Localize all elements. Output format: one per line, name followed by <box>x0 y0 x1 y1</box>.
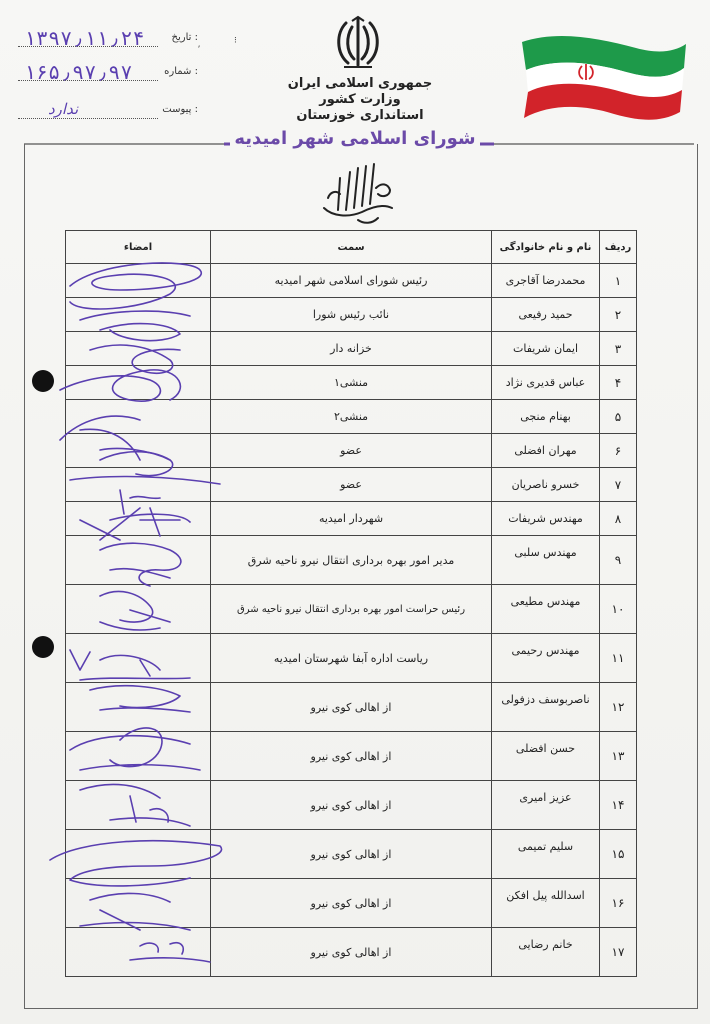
row-no: ۱۱ <box>600 634 637 683</box>
row-signature-cell <box>66 585 211 634</box>
row-name-cell <box>492 536 600 585</box>
number-label: شماره : <box>164 66 198 77</box>
row-no: ۱۶ <box>600 879 637 928</box>
table-row <box>66 536 637 585</box>
row-signature-cell <box>66 298 211 332</box>
row-signature-cell <box>66 468 211 502</box>
table-row <box>66 879 637 928</box>
row-name: حمید رفیعی <box>492 298 600 332</box>
row-role: خزانه دار <box>211 332 492 366</box>
org-line-province: استانداری خوزستان <box>296 108 424 123</box>
row-signature-cell <box>66 879 211 928</box>
row-no: ۱۵ <box>600 830 637 879</box>
punch-hole <box>32 370 54 392</box>
council-title: شورای اسلامی شهر امیدیه <box>230 128 480 149</box>
row-signature-cell <box>66 536 211 585</box>
row-no: ۶ <box>600 434 637 468</box>
row-name: محمدرضا آقاجری <box>492 264 600 298</box>
basmala-calligraphy <box>318 158 398 230</box>
row-name: ایمان شریفات <box>492 332 600 366</box>
table-row <box>66 830 637 879</box>
table-row <box>66 332 637 366</box>
table-row <box>66 634 637 683</box>
attachment-field <box>18 98 208 122</box>
header-role: سمت <box>211 231 492 264</box>
attachment-value: ندارد <box>48 100 79 118</box>
row-name: مهندس مطیعی <box>510 595 581 608</box>
row-no: ۱۳ <box>600 732 637 781</box>
row-no: ۹ <box>600 536 637 585</box>
row-role: عضو <box>211 434 492 468</box>
row-role: از اهالی کوی نیرو <box>211 781 492 830</box>
number-dots <box>18 80 158 81</box>
row-no: ۷ <box>600 468 637 502</box>
row-name-cell <box>492 781 600 830</box>
row-role: از اهالی کوی نیرو <box>211 830 492 879</box>
row-name-cell <box>492 732 600 781</box>
header-signature: امضاء <box>66 231 211 264</box>
row-name: مهندس رحیمی <box>511 644 580 657</box>
row-signature-cell <box>66 366 211 400</box>
row-signature-cell <box>66 928 211 977</box>
row-signature-cell <box>66 732 211 781</box>
table-row <box>66 400 637 434</box>
row-no: ۱۴ <box>600 781 637 830</box>
row-name: بهنام منجی <box>492 400 600 434</box>
header-name: نام و نام خانوادگی <box>492 231 600 264</box>
row-role: عضو <box>211 468 492 502</box>
header-no: ردیف <box>600 231 637 264</box>
date-dots <box>18 46 158 47</box>
table-row <box>66 468 637 502</box>
row-role: منشی۱ <box>211 366 492 400</box>
table-row <box>66 298 637 332</box>
row-name: مهران افضلی <box>492 434 600 468</box>
row-role: شهردار امیدیه <box>211 502 492 536</box>
row-no: ۸ <box>600 502 637 536</box>
row-no: ۱۲ <box>600 683 637 732</box>
row-signature-cell <box>66 434 211 468</box>
row-no: ۴ <box>600 366 637 400</box>
pen-mark: ⸴ <box>198 41 201 51</box>
date-value: ۱۳۹۷٫۱۱٫۲۴ <box>24 26 145 50</box>
attachment-label: پیوست : <box>162 104 198 115</box>
row-name-cell <box>492 928 600 977</box>
row-no: ۱ <box>600 264 637 298</box>
date-field <box>18 26 208 50</box>
row-no: ۱۷ <box>600 928 637 977</box>
row-role: رئیس شورای اسلامی شهر امیدیه <box>211 264 492 298</box>
row-name: خانم رضایی <box>518 938 573 951</box>
row-role: از اهالی کوی نیرو <box>211 732 492 781</box>
table-row <box>66 732 637 781</box>
table-row <box>66 683 637 732</box>
row-signature-cell <box>66 830 211 879</box>
table-row <box>66 928 637 977</box>
row-role: از اهالی کوی نیرو <box>211 879 492 928</box>
row-signature-cell <box>66 634 211 683</box>
row-name-cell <box>492 585 600 634</box>
row-no: ۵ <box>600 400 637 434</box>
row-name-cell <box>492 879 600 928</box>
org-line-ministry: وزارت کشور <box>319 92 401 107</box>
row-no: ۱۰ <box>600 585 637 634</box>
row-name: حسن افضلی <box>515 742 576 755</box>
row-signature-cell <box>66 781 211 830</box>
row-role: منشی۲ <box>211 400 492 434</box>
row-no: ۲ <box>600 298 637 332</box>
row-signature-cell <box>66 332 211 366</box>
row-name-cell <box>492 683 600 732</box>
row-role: رئیس حراست امور بهره برداری انتقال نیرو ناحیه شرق <box>211 585 492 634</box>
table-row <box>66 781 637 830</box>
table-row <box>66 585 637 634</box>
row-role: ریاست اداره آبفا شهرستان امیدیه <box>211 634 492 683</box>
table-row <box>66 366 637 400</box>
table-header-row <box>66 231 637 264</box>
row-name-cell <box>492 830 600 879</box>
row-role: از اهالی کوی نیرو <box>211 683 492 732</box>
row-role: مدیر امور بهره برداری انتقال نیرو ناحیه شرق <box>211 536 492 585</box>
attendance-table <box>65 230 637 977</box>
row-signature-cell <box>66 502 211 536</box>
row-name: عزیز امیری <box>519 791 572 804</box>
punch-hole <box>32 636 54 658</box>
row-signature-cell <box>66 264 211 298</box>
row-signature-cell <box>66 400 211 434</box>
row-name-cell <box>492 634 600 683</box>
iran-emblem-icon <box>330 15 386 73</box>
row-name: سلیم تمیمی <box>517 840 574 853</box>
number-field <box>18 60 208 84</box>
table-row <box>66 502 637 536</box>
row-name: خسرو ناصریان <box>492 468 600 502</box>
pen-mark: ⁝ <box>234 36 237 46</box>
attachment-dots <box>18 118 158 119</box>
row-name: مهندس سلبی <box>514 546 577 559</box>
row-name: مهندس شریفات <box>492 502 600 536</box>
row-name: ناصربوسف دزفولی <box>501 693 590 706</box>
table-row <box>66 434 637 468</box>
row-name: عباس قدیری نژاد <box>492 366 600 400</box>
row-role: نائب رئیس شورا <box>211 298 492 332</box>
table-row <box>66 264 637 298</box>
number-value: ۱۶۵٫۹۷٫۹۷ <box>24 60 133 84</box>
row-no: ۳ <box>600 332 637 366</box>
row-role: از اهالی کوی نیرو <box>211 928 492 977</box>
row-signature-cell <box>66 683 211 732</box>
row-name: اسدالله پیل افکن <box>506 889 585 902</box>
org-line-country: جمهوری اسلامی ایران <box>287 76 433 91</box>
date-label: تاریخ : <box>171 32 198 43</box>
iran-flag-icon <box>518 28 688 124</box>
